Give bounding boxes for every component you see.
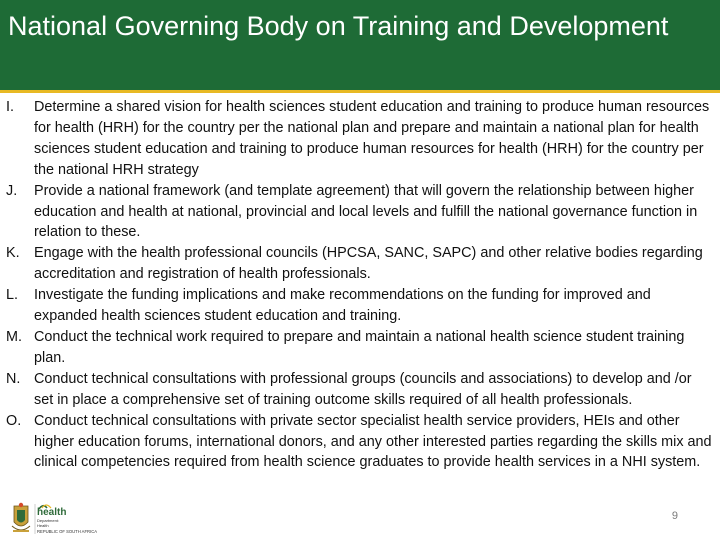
- logo-health-label: Health: [37, 523, 49, 528]
- list-item-text: Provide a national framework (and template agreement) that will govern the relationship between higher education and health at national, provincial and local levels and fulfill the national governance function in relation to these.: [34, 182, 698, 241]
- title-bar: [0, 0, 720, 90]
- list-item: [6, 411, 714, 474]
- list-item-text: Investigate the funding implications and make recommendations on the funding for improved and expanded health sciences student education and training.: [34, 287, 651, 325]
- accent-divider: [0, 90, 720, 93]
- coat-of-arms-icon: [12, 503, 30, 532]
- list-marker: J.: [6, 182, 18, 199]
- page-number: 9: [671, 510, 678, 522]
- list-item: [6, 285, 714, 327]
- list-item: [6, 181, 714, 244]
- responsibilities-list: [6, 97, 714, 473]
- department-of-health-logo: [8, 500, 148, 538]
- list-marker: N.: [6, 370, 21, 387]
- list-item-text: Determine a shared vision for health sciences student education and training to produce human resources for health (HRH) for the country per the national plan and prepare and maintain a national plan for health sciences student education and training to produce human resources for health (HRH) for the country per the national HRH strategy: [34, 99, 710, 178]
- list-item: [6, 369, 714, 411]
- logo-department-label: Department:: [37, 518, 60, 523]
- logo-brand-text: health: [37, 507, 67, 518]
- list-marker: O.: [6, 412, 22, 429]
- list-marker: I.: [6, 99, 14, 115]
- list-item: [6, 327, 714, 369]
- list-item: [6, 97, 714, 181]
- logo-country-label: REPUBLIC OF SOUTH AFRICA: [37, 529, 98, 534]
- list-item: [6, 243, 714, 285]
- list-item-text: Engage with the health professional councils (HPCSA, SANC, SAPC) and other relative bodies regarding accreditation and registration of health professionals.: [34, 245, 703, 283]
- list-marker: M.: [6, 328, 22, 345]
- slide-title: National Governing Body on Training and Development: [8, 11, 669, 41]
- list-marker: L.: [6, 287, 19, 304]
- list-item-text: Conduct the technical work required to prepare and maintain a national health science student training plan.: [34, 328, 685, 366]
- list-marker: K.: [6, 245, 20, 262]
- list-item-text: Conduct technical consultations with private sector specialist health service providers, HEIs and other higher education forums, international donors, and any other interested parties regarding the skills mix and clinical competencies required from health science graduates to provide health services in a NHI system.: [34, 412, 712, 471]
- list-item-text: Conduct technical consultations with professional groups (councils and associations) to develop and /or set in place a comprehensive set of training outcome skills required of all health professionals.: [34, 370, 692, 408]
